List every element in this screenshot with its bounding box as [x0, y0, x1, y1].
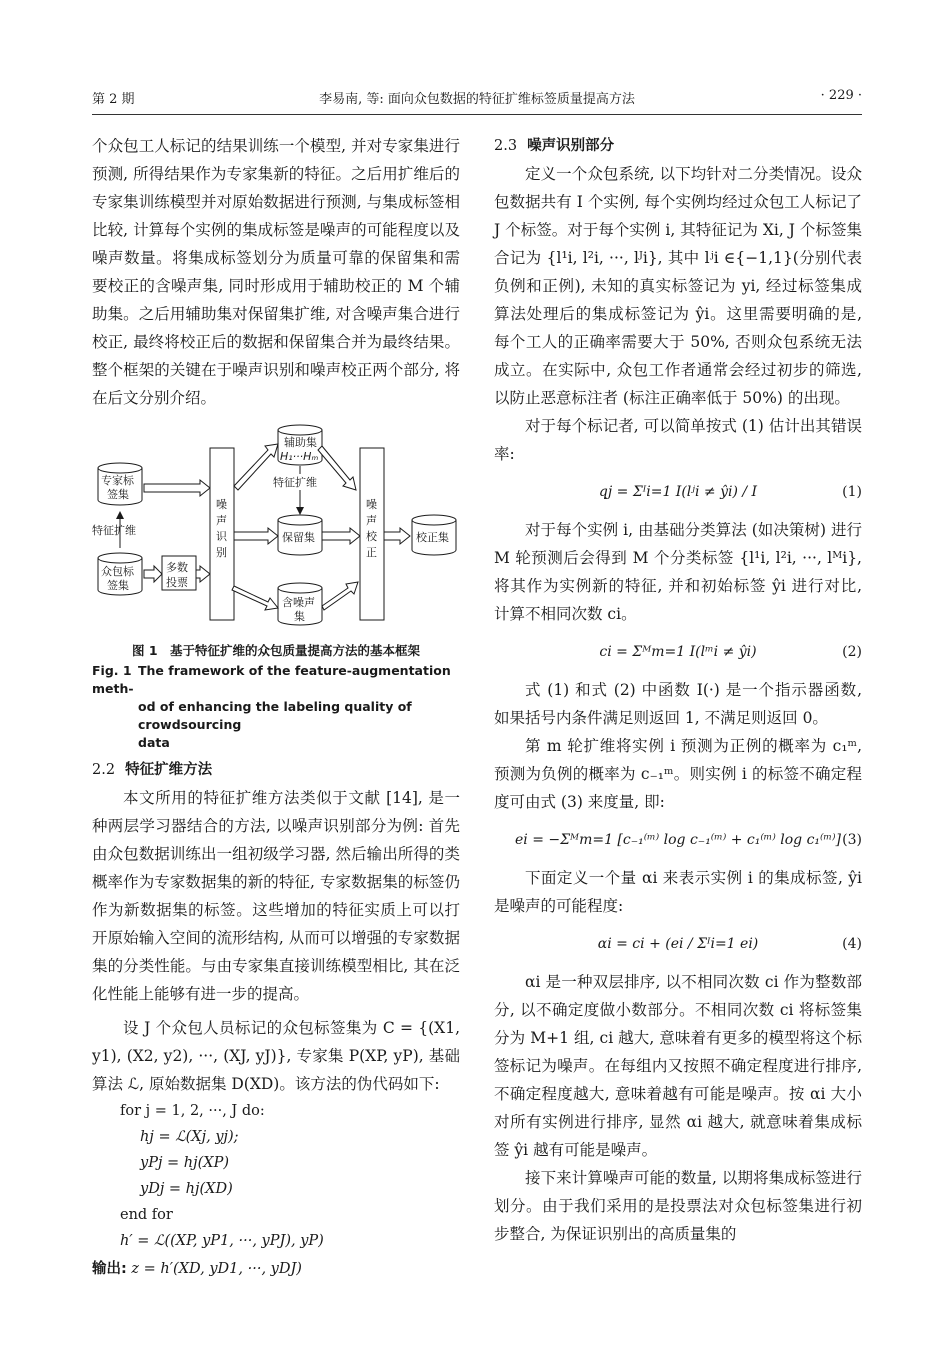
feature-ext-label: 特征扩维 — [92, 524, 136, 537]
section-2-3-paragraph-5: 第 m 轮扩维将实例 i 预测为正例的概率为 c₁ᵐ, 预测为负例的概率为 c₋₁ᵐ。则实例 i 的标签不确定程度可由式 (3) 来度量, 即: — [494, 737, 862, 811]
code-line-train: hj = ℒ(Xj, yj); — [140, 1129, 239, 1145]
svg-text:校: 校 — [366, 530, 377, 543]
figure-caption-en-line1: The framework of the feature-augmentation meth- — [92, 663, 451, 696]
issue-number: 第 2 期 — [92, 92, 135, 107]
figure-caption-en-line3: data — [138, 735, 170, 750]
output-expression: z = h′(XD, yD1, ···, yDJ) — [131, 1261, 302, 1277]
svg-text:签集: 签集 — [107, 488, 129, 501]
svg-text:辅助集: 辅助集 — [284, 436, 317, 449]
svg-text:声: 声 — [366, 514, 377, 527]
framework-figure — [92, 420, 460, 642]
equation-2-number: (2) — [842, 644, 862, 660]
section-2-3-paragraph-7: αi 是一种双层排序, 以不相同次数 ci 作为整数部分, 以不确定度做小数部分。不相同次数 ci 将标签集分为 M+1 组, ci 越大, 意味着有更多的模型将这个标签标记为噪声。在每组内又按照不确定程度进行排序, 不确定程度越大, 意味着越有可能是噪声。按 αi 大小对所有实例进行排序, 显然 αi 越大, 就意味着集成标签 ŷi 越有可能是噪声。 — [494, 973, 862, 1159]
figure-caption-zh: 图 1 基于特征扩维的众包质量提高方法的基本框架 — [131, 643, 421, 658]
figure-caption-en — [92, 662, 460, 752]
retain-set-node — [278, 515, 322, 555]
svg-text:投票: 投票 — [166, 576, 188, 589]
section-2-3-paragraph-2: 对于每个标记者, 可以简单按式 (1) 估计出其错误率: — [494, 417, 862, 463]
code-line-endfor: end for — [120, 1207, 173, 1223]
section-2-3-paragraph-3: 对于每个实例 i, 由基础分类算法 (如决策树) 进行 M 轮预测后会得到 M 个分类标签 {l¹i, l²i, ···, lᴹi}, 将其作为实例新的特征, 并和初始标签 ŷi 进行对比, 计算不相同次数 ci。 — [494, 521, 862, 623]
svg-text:多数: 多数 — [166, 561, 188, 574]
crowd-label-set-node — [98, 553, 142, 595]
svg-text:别: 别 — [216, 546, 227, 559]
auxiliary-set-node — [278, 425, 322, 465]
noisy-set-node — [278, 583, 322, 625]
svg-text:H₁···Hₘ: H₁···Hₘ — [280, 450, 319, 463]
intro-paragraph: 个众包工人标记的结果训练一个模型, 并对专家集进行预测, 所得结果作为专家集新的特征。之后用扩维后的专家集训练模型并对原始数据进行预测, 与集成标签相比较, 计算每个实例的集成标签是噪声的可能程度以及噪声数量。将集成标签划分为质量可靠的保留集和需要校正的含噪声集, 同时形成用于辅助校正的 M 个辅助集。之后用辅助集对保留集扩维, 对含噪声集合进行校正, 最终将校正后的数据和保留集合并为最终结果。整个框架的关键在于噪声识别和噪声校正两个部分, 将在后文分别介绍。 — [92, 137, 460, 407]
code-output — [92, 1254, 460, 1284]
framework-diagram — [92, 420, 460, 642]
section-2-3-paragraph-4: 式 (1) 和式 (2) 中函数 I(·) 是一个指示器函数, 如果括号内条件满足则返回 1, 不满足则返回 0。 — [494, 681, 862, 727]
section-2-2-paragraph-2: 设 J 个众包人员标记的众包标签集为 C = {(X1, y1), (X2, y2), ···, (XJ, yJ)}, 专家集 P(XP, yP), 基础算法 ℒ, 原始数据集 D(XD)。该方法的伪代码如下: — [92, 1019, 460, 1093]
section-2-2-paragraph-1: 本文所用的特征扩维方法类似于文献 [14], 是一种两层学习器结合的方法, 以噪声识别部分为例: 首先由众包数据训练出一组初级学习器, 然后输出所得的类概率作为专家数据集的新的特征, 专家数据集的标签仍作为新数据集的标签。这些增加的特征实质上可以打开原始输入空间的流形结构, 从而可以增强的专家数据集的分类性能。与由专家集直接训练模型相比, 其在泛化性能上能够有进一步的提高。 — [92, 789, 460, 1003]
svg-text:集: 集 — [294, 610, 305, 623]
running-title: 李易南, 等: 面向众包数据的特征扩维标签质量提高方法 — [319, 92, 635, 107]
equation-1-number: (1) — [842, 484, 862, 500]
running-header — [92, 88, 862, 114]
code-line-predict-expert: yPj = hj(XP) — [140, 1155, 230, 1171]
section-2-3-paragraph-1: 定义一个众包系统, 以下均针对二分类情况。设众包数据共有 I 个实例, 每个实例均经过众包工人标记了 J 个标签。对于每个实例 i, 其特征记为 Xi, J 个标签集合记为 {l¹i, l²i, ···, lᴶi}, 其中 lʲi ∈{−1,1}(分别代表负例和正例), 未知的真实标签记为 yi, 经过标签集成算法处理后的集成标签记为 ŷi。这里需要明确的是, 每个工人的正确率需要大于 50%, 否则众包系统无法成立。在实际中, 众包工作者通常会经过初步的筛选, 以防止恶意标注者 (标注正确率低于 50%) 的出现。 — [494, 165, 862, 407]
svg-text:众包标: 众包标 — [101, 565, 134, 578]
code-line-meta-train: h′ = ℒ((XP, yP1, ···, yPJ), yP) — [120, 1233, 324, 1249]
pseudo-code — [92, 1098, 460, 1254]
section-2-2-heading: 2.2 特征扩维方法 — [92, 762, 213, 778]
svg-text:声: 声 — [216, 514, 227, 527]
header-rule — [92, 114, 862, 115]
left-column — [92, 132, 460, 1284]
svg-text:噪: 噪 — [366, 498, 377, 511]
code-line-predict-data: yDj = hj(XD) — [140, 1181, 233, 1197]
output-label: 输出: — [92, 1261, 127, 1277]
code-line-for: for j = 1, 2, ···, J do: — [120, 1103, 265, 1119]
svg-text:正: 正 — [366, 546, 377, 559]
equation-3: ei = −Σᴹm=1 [c₋₁⁽ᵐ⁾ log c₋₁⁽ᵐ⁾ + c₁⁽ᵐ⁾ log c₁⁽ᵐ⁾] (3) — [494, 816, 862, 864]
figure-caption-en-line2: od of enhancing the labeling quality of crowdsourcing — [138, 699, 412, 732]
svg-text:含噪声: 含噪声 — [282, 596, 315, 609]
svg-text:特征扩维: 特征扩维 — [273, 476, 317, 489]
svg-text:识: 识 — [216, 530, 227, 543]
section-2-3-paragraph-8: 接下来计算噪声可能的数量, 以期将集成标签进行划分。由于我们采用的是投票法对众包标签集进行初步整合, 为保证识别出的高质量集的 — [494, 1169, 862, 1243]
section-2-3-paragraph-6: 下面定义一个量 αi 来表示实例 i 的集成标签, ŷi 是噪声的可能程度: — [494, 869, 862, 915]
page-number: · 229 · — [820, 88, 862, 103]
right-column — [494, 132, 862, 1248]
svg-text:签集: 签集 — [107, 579, 129, 592]
equation-3-number: (3) — [842, 832, 862, 848]
corrected-set-node — [412, 515, 456, 555]
expert-label-set-node — [98, 463, 142, 505]
svg-text:校正集: 校正集 — [416, 531, 449, 544]
section-2-3-heading: 2.3 噪声识别部分 — [494, 138, 615, 154]
expert-label-text: 专家标 — [101, 474, 134, 487]
svg-text:保留集: 保留集 — [282, 531, 315, 544]
svg-text:噪: 噪 — [216, 498, 227, 511]
equation-4: αi = ci + (ei / Σᴵi=1 ei) (4) — [494, 920, 862, 968]
figure-caption-label: Fig. 1 — [92, 663, 132, 678]
equation-4-number: (4) — [842, 936, 862, 952]
equation-2: ci = Σᴹm=1 I(lᵐi ≠ ŷi) (2) — [494, 628, 862, 676]
equation-1: qj = Σᴵi=1 I(lʲi ≠ ŷi) / I (1) — [494, 468, 862, 516]
